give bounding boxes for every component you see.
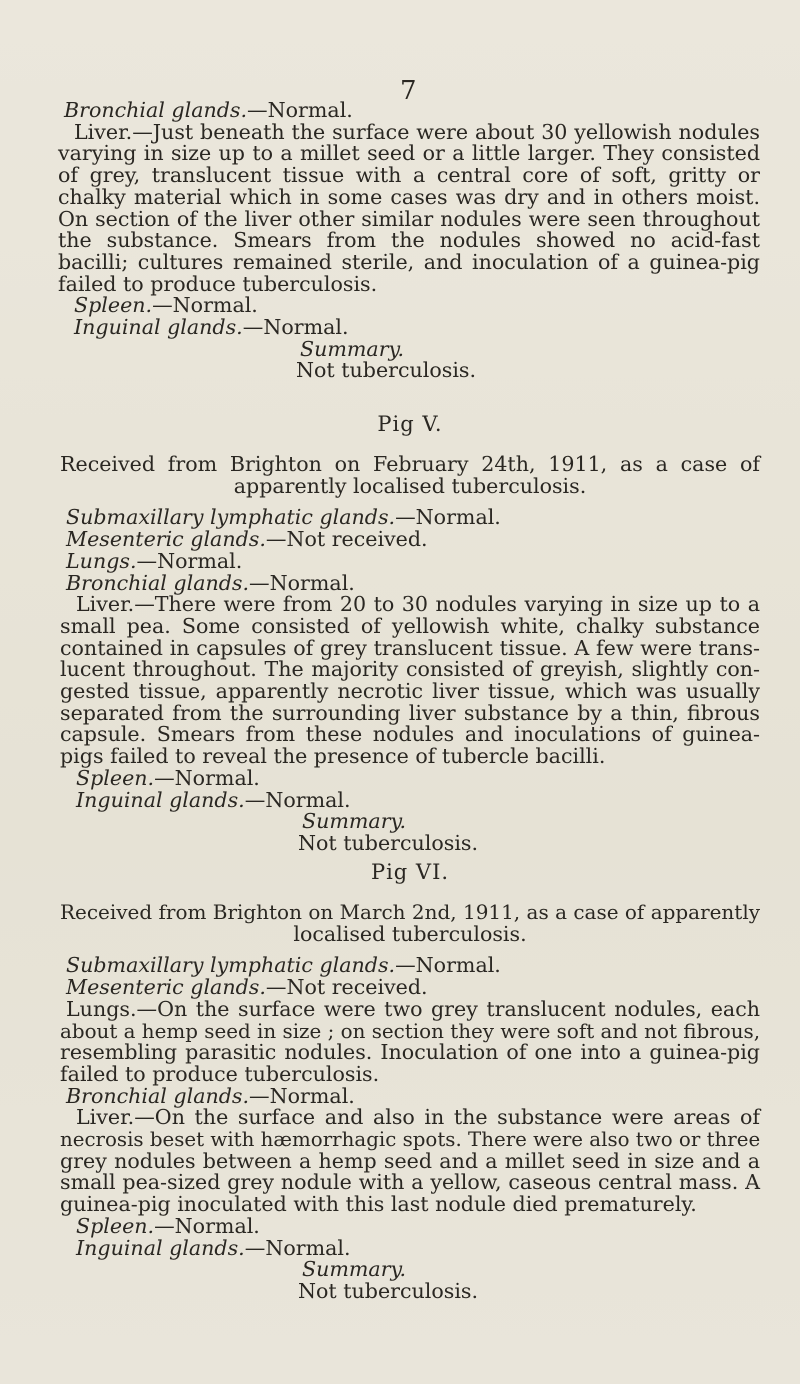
body-line: gested tissue, apparently necrotic liver tissue, which was usually (60, 679, 760, 704)
body-line: separated from the surrounding liver substance by a thin, fibrous (60, 700, 760, 725)
summary-verdict: Not tuberculosis. (298, 830, 479, 855)
body-line: the substance. Smears from the nodules showed no acid-fast (58, 228, 760, 253)
received-line: Received from Brighton on February 24th, 1911, as a case of (60, 452, 760, 476)
mesenteric-line: Mesenteric glands.—Not received. (66, 975, 428, 1000)
submaxillary-line: Submaxillary lymphatic glands.—Normal. (66, 505, 501, 530)
body-line: failed to produce tuberculosis. (60, 1061, 380, 1086)
body-line: Liver.—Just beneath the surface were about 30 yellowish nodules (74, 119, 760, 144)
body-line: failed to produce tuberculosis. (58, 271, 378, 296)
lungs-line: Lungs.—Normal. (66, 548, 243, 573)
received-line: apparently localised tuberculosis. (233, 473, 587, 498)
section-pig-v (60, 412, 760, 855)
body-line: chalky material which in some cases was dry and in others moist. (58, 184, 760, 209)
body-line: necrosis beset with hæmorrhagic spots. There were also two or three (60, 1128, 761, 1152)
page-number: 7 (400, 76, 417, 106)
summary-heading: Summary. (300, 336, 404, 361)
section-pig-vi (60, 860, 760, 1303)
spleen-line: Spleen.—Normal. (76, 1213, 260, 1238)
body-line: of grey, translucent tissue with a central core of soft, gritty or (58, 163, 760, 188)
body-line: about a hemp seed in size ; on section they were soft and not fibrous, (60, 1019, 761, 1043)
body-line: Liver.—On the surface and also in the substance were areas of (76, 1105, 760, 1130)
body-line: bacilli; cultures remained sterile, and inoculation of a guinea-pig (58, 249, 760, 274)
section-heading: Pig V. (377, 412, 443, 436)
lungs-line: Lungs.—On the surface were two grey translucent nodules, each (66, 996, 760, 1021)
bronchial-glands-line: Bronchial glands.—Normal. (64, 98, 353, 122)
summary-heading: Summary. (302, 809, 406, 834)
spleen-line: Spleen.—Normal. (74, 293, 258, 318)
body-line: capsule. Smears from these nodules and inoculations of guinea- (60, 722, 760, 747)
section-heading: Pig VI. (370, 860, 450, 884)
received-line: Received from Brighton on March 2nd, 1911, as a case of apparently (60, 900, 760, 924)
mesenteric-line: Mesenteric glands.—Not received. (66, 527, 428, 552)
body-line: guinea-pig inoculated with this last nodule died prematurely. (60, 1192, 697, 1217)
bronchial-glands-line: Bronchial glands.—Normal. (66, 1083, 355, 1108)
inguinal-glands-line: Inguinal glands.—Normal. (76, 1235, 351, 1260)
submaxillary-line: Submaxillary lymphatic glands.—Normal. (66, 953, 501, 978)
summary-verdict: Not tuberculosis. (298, 1278, 479, 1303)
body-line: grey nodules between a hemp seed and a millet seed in size and a (60, 1148, 760, 1173)
body-line: pigs failed to reveal the presence of tubercle bacilli. (60, 744, 606, 769)
body-line: small pea. Some consisted of yellowish white, chalky substance (60, 613, 760, 638)
summary-heading: Summary. (302, 1257, 406, 1282)
body-line: resembling parasitic nodules. Inoculation of one into a guinea-pig (60, 1040, 760, 1065)
inguinal-glands-line: Inguinal glands.—Normal. (74, 315, 349, 340)
summary-verdict: Not tuberculosis. (296, 358, 477, 383)
body-line: varying in size up to a millet seed or a little larger. They consisted (58, 141, 760, 166)
section-pig-iv-tail (58, 100, 760, 382)
spleen-line: Spleen.—Normal. (76, 765, 260, 790)
body-line: contained in capsules of grey translucent tissue. A few were trans- (60, 635, 760, 660)
bronchial-glands-line: Bronchial glands.—Normal. (66, 570, 355, 595)
body-line: small pea-sized grey nodule with a yellow, caseous central mass. A (60, 1170, 760, 1195)
body-line: lucent throughout. The majority consisted of greyish, slightly con- (60, 657, 760, 682)
received-line: localised tuberculosis. (293, 921, 527, 946)
body-line: On section of the liver other similar nodules were seen throughout (58, 206, 760, 231)
inguinal-glands-line: Inguinal glands.—Normal. (76, 787, 351, 812)
body-line: Liver.—There were from 20 to 30 nodules varying in size up to a (76, 592, 760, 617)
